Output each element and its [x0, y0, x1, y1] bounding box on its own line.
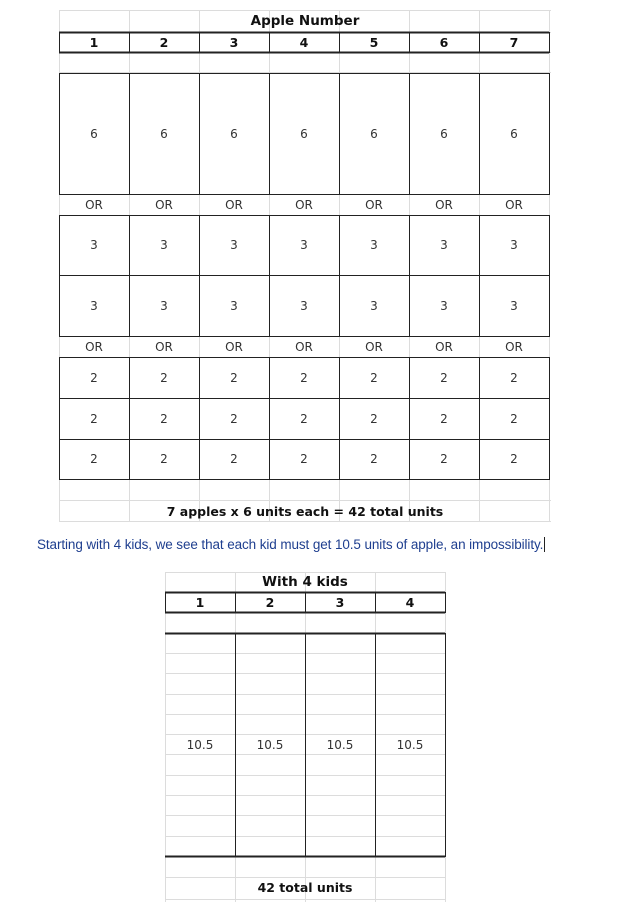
- column-header: 4: [299, 34, 309, 50]
- four-kids-table: [165, 572, 445, 902]
- unit-cell: 3: [300, 298, 308, 313]
- unit-cell: 3: [510, 238, 518, 252]
- or-label: OR: [295, 197, 313, 212]
- unit-cell: 2: [440, 411, 448, 426]
- unit-cell: 3: [440, 298, 448, 313]
- unit-cell: 2: [230, 452, 238, 466]
- unit-cell: 3: [440, 238, 448, 252]
- table-summary: 7 apples x 6 units each = 42 total units: [166, 503, 444, 519]
- share-cell: 10.5: [326, 737, 354, 752]
- text-cursor: [544, 537, 545, 552]
- column-header: 1: [89, 34, 99, 50]
- unit-cell: 3: [230, 298, 238, 313]
- explanation-note: [37, 537, 617, 552]
- unit-cell: 3: [370, 298, 378, 313]
- unit-cell: 2: [510, 452, 518, 466]
- unit-cell: 2: [370, 452, 378, 466]
- unit-cell: 6: [370, 126, 378, 141]
- or-label: OR: [435, 197, 453, 212]
- unit-cell: 2: [90, 452, 98, 466]
- column-header: 5: [369, 34, 379, 50]
- unit-cell: 2: [230, 370, 238, 385]
- or-label: OR: [155, 197, 173, 212]
- column-header: 3: [229, 34, 239, 50]
- or-label: OR: [365, 339, 383, 354]
- explanation-text: Starting with 4 kids, we see that each kid must get 10.5 units of apple, an impossibility.: [37, 537, 544, 552]
- unit-cell: 2: [160, 411, 168, 426]
- table-title: Apple Number: [250, 13, 360, 29]
- unit-cell: 6: [440, 126, 448, 141]
- or-label: OR: [295, 339, 313, 354]
- or-label: OR: [225, 339, 243, 354]
- column-header: 2: [159, 34, 169, 50]
- unit-cell: 2: [300, 370, 308, 385]
- unit-cell: 2: [300, 452, 308, 466]
- table-title: With 4 kids: [262, 574, 348, 590]
- unit-cell: 2: [160, 370, 168, 385]
- apple-number-table: [59, 10, 551, 522]
- share-cell: 10.5: [256, 737, 284, 752]
- column-header: 7: [509, 34, 519, 50]
- unit-cell: 2: [90, 411, 98, 426]
- unit-cell: 6: [300, 126, 308, 141]
- unit-cell: 3: [230, 238, 238, 252]
- column-header: 1: [195, 594, 205, 610]
- unit-cell: 3: [510, 298, 518, 313]
- or-label: OR: [155, 339, 173, 354]
- column-header: 2: [265, 594, 275, 610]
- unit-cell: 3: [160, 238, 168, 252]
- unit-cell: 3: [300, 238, 308, 252]
- unit-cell: 3: [370, 238, 378, 252]
- or-label: OR: [505, 197, 523, 212]
- unit-cell: 6: [160, 126, 168, 141]
- share-cell: 10.5: [396, 737, 424, 752]
- unit-cell: 2: [300, 411, 308, 426]
- unit-cell: 2: [440, 452, 448, 466]
- or-label: OR: [435, 339, 453, 354]
- unit-cell: 2: [440, 370, 448, 385]
- or-label: OR: [505, 339, 523, 354]
- unit-cell: 2: [160, 452, 168, 466]
- table-summary: 42 total units: [257, 879, 353, 895]
- unit-cell: 2: [230, 411, 238, 426]
- or-label: OR: [225, 197, 243, 212]
- column-header: 3: [335, 594, 345, 610]
- unit-cell: 2: [510, 411, 518, 426]
- unit-cell: 3: [160, 298, 168, 313]
- or-label: OR: [85, 339, 103, 354]
- unit-cell: 2: [90, 370, 98, 385]
- unit-cell: 6: [230, 126, 238, 141]
- share-cell: 10.5: [186, 737, 214, 752]
- unit-cell: 2: [370, 411, 378, 426]
- unit-cell: 2: [370, 370, 378, 385]
- unit-cell: 3: [90, 238, 98, 252]
- unit-cell: 3: [90, 298, 98, 313]
- unit-cell: 2: [510, 370, 518, 385]
- or-label: OR: [365, 197, 383, 212]
- column-header: 6: [439, 34, 449, 50]
- or-label: OR: [85, 197, 103, 212]
- unit-cell: 6: [90, 126, 98, 141]
- column-header: 4: [405, 594, 415, 610]
- unit-cell: 6: [510, 126, 518, 141]
